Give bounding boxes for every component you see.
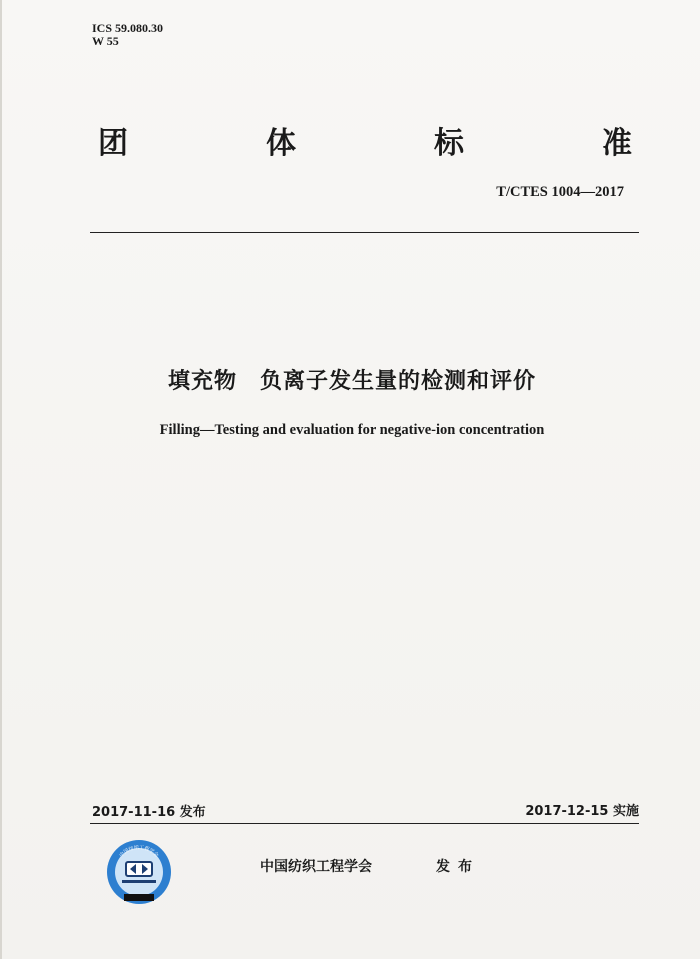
standard-type-char: 准 [602, 126, 632, 161]
ccs-code: W 55 [92, 34, 119, 48]
standard-type-char: 体 [266, 126, 296, 161]
classification-codes [92, 22, 163, 48]
standard-number: T/CTES 1004—2017 [496, 184, 624, 200]
publisher-action: 发布 [436, 859, 480, 875]
standard-type-char: 团 [98, 126, 128, 161]
seal-text-line [122, 880, 156, 883]
issue-date: 2017-11-16 发布 [92, 805, 206, 820]
ics-code: ICS 59.080.30 [92, 21, 164, 35]
seal-bottom-band [124, 894, 154, 901]
bottom-divider [90, 823, 639, 824]
top-divider [90, 232, 639, 233]
title-english: Filling—Testing and evaluation for negative-ion concentration [159, 422, 545, 438]
standard-type-heading [98, 118, 632, 162]
anti-counterfeit-seal-icon [106, 838, 172, 906]
publisher-name: 中国纺织工程学会 [260, 859, 372, 875]
seal-logo-frame [126, 862, 152, 876]
title-chinese: 填充物 负离子发生量的检测和评价 [167, 369, 536, 394]
implementation-date: 2017-12-15 实施 [525, 804, 639, 819]
seal-arc-text: 中国纺织工程学会 [118, 844, 160, 859]
standard-type-char: 标 [434, 126, 464, 161]
